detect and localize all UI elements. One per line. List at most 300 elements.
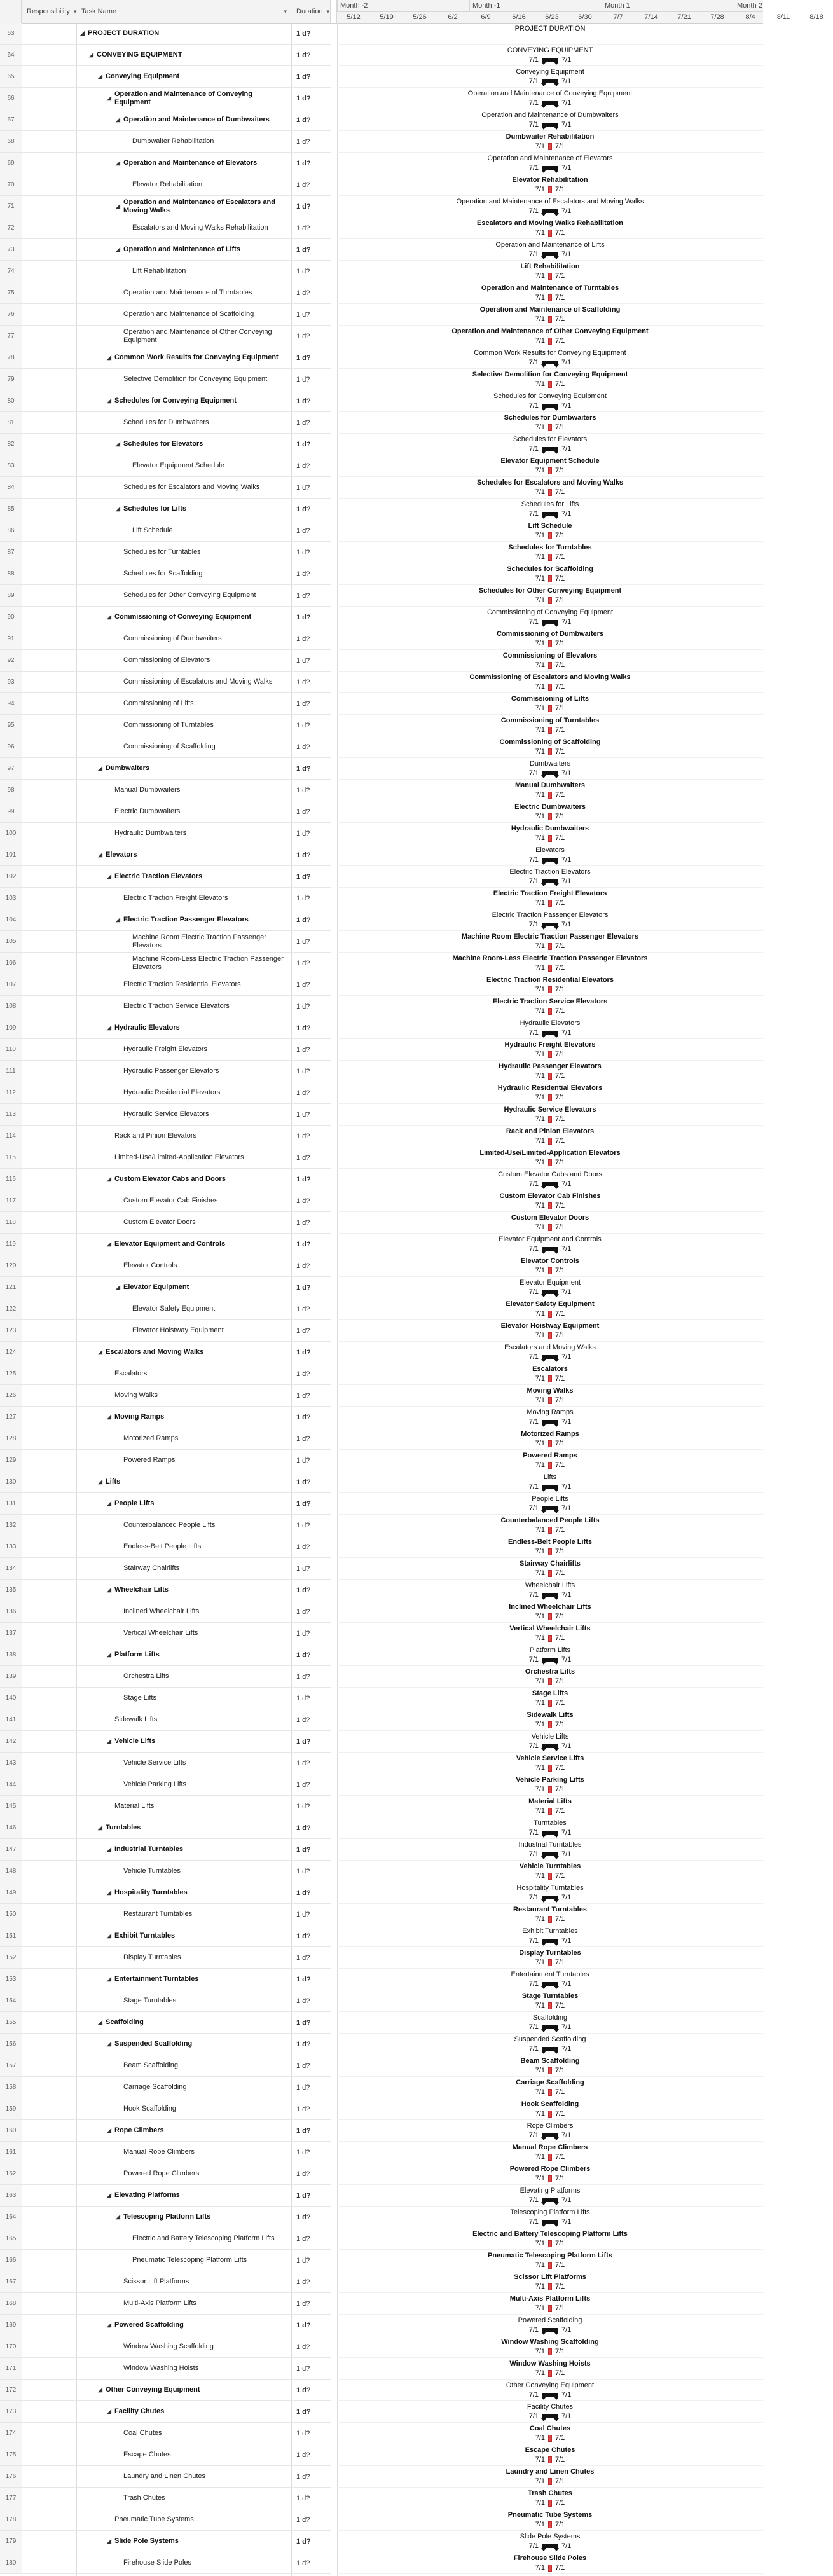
duration-cell[interactable]: 1 d? xyxy=(296,505,311,513)
collapse-toggle-icon[interactable]: ◢ xyxy=(107,1176,111,1182)
task-name-cell[interactable] xyxy=(76,1385,291,1406)
task-row[interactable] xyxy=(0,758,331,780)
task-bar[interactable] xyxy=(548,1916,552,1923)
task-name-cell[interactable] xyxy=(76,909,291,930)
collapse-toggle-icon[interactable]: ◢ xyxy=(107,95,111,101)
task-row[interactable] xyxy=(0,844,331,866)
duration-cell[interactable]: 1 d? xyxy=(296,1478,311,1486)
duration-cell[interactable]: 1 d? xyxy=(296,181,310,189)
task-name-cell[interactable] xyxy=(76,2120,291,2141)
summary-bar[interactable] xyxy=(542,2393,558,2397)
task-bar[interactable] xyxy=(548,2262,552,2269)
collapse-toggle-icon[interactable]: ◢ xyxy=(98,851,102,858)
task-name-cell[interactable] xyxy=(76,1342,291,1363)
task-name-cell[interactable] xyxy=(76,628,291,649)
collapse-toggle-icon[interactable]: ◢ xyxy=(107,1024,111,1031)
task-name-cell[interactable] xyxy=(76,261,291,282)
collapse-toggle-icon[interactable]: ◢ xyxy=(107,397,111,404)
task-row[interactable] xyxy=(0,780,331,801)
task-row[interactable] xyxy=(0,2250,331,2271)
collapse-toggle-icon[interactable]: ◢ xyxy=(116,916,120,923)
duration-cell[interactable]: 1 d? xyxy=(296,1889,311,1897)
summary-bar[interactable] xyxy=(542,620,558,624)
task-name-cell[interactable] xyxy=(76,2228,291,2249)
task-bar[interactable] xyxy=(548,1527,552,1534)
summary-bar[interactable] xyxy=(542,209,558,213)
task-bar[interactable] xyxy=(548,2305,552,2312)
task-row[interactable] xyxy=(0,1428,331,1450)
summary-bar[interactable] xyxy=(542,1831,558,1835)
collapse-toggle-icon[interactable]: ◢ xyxy=(107,1738,111,1744)
task-name-cell[interactable] xyxy=(76,1082,291,1103)
summary-bar[interactable] xyxy=(542,447,558,451)
task-name-cell[interactable] xyxy=(76,1882,291,1903)
task-row[interactable] xyxy=(0,1104,331,1126)
duration-cell[interactable]: 1 d? xyxy=(296,2429,310,2437)
duration-cell[interactable]: 1 d? xyxy=(296,570,310,578)
duration-cell[interactable]: 1 d? xyxy=(296,2278,310,2286)
task-row[interactable] xyxy=(0,1363,331,1385)
task-row[interactable] xyxy=(0,304,331,326)
task-bar[interactable] xyxy=(548,2478,552,2485)
task-name-cell[interactable] xyxy=(76,1515,291,1536)
duration-cell[interactable]: 1 d? xyxy=(296,2386,311,2394)
task-bar[interactable] xyxy=(548,1635,552,1642)
task-row[interactable] xyxy=(0,1169,331,1190)
task-name-cell[interactable] xyxy=(76,1147,291,1168)
task-row[interactable] xyxy=(0,2271,331,2293)
task-bar[interactable] xyxy=(548,1765,552,1772)
task-bar[interactable] xyxy=(548,1224,552,1231)
duration-cell[interactable]: 1 d? xyxy=(296,2170,310,2178)
task-row[interactable] xyxy=(0,1212,331,1234)
task-name-cell[interactable] xyxy=(76,953,291,974)
task-row[interactable] xyxy=(0,1817,331,1839)
task-name-cell[interactable] xyxy=(76,1731,291,1752)
task-name-cell[interactable] xyxy=(76,2207,291,2228)
task-row[interactable] xyxy=(0,2293,331,2315)
duration-cell[interactable]: 1 d? xyxy=(296,29,311,38)
task-name-cell[interactable] xyxy=(76,390,291,411)
task-bar[interactable] xyxy=(548,1700,552,1707)
task-name-cell[interactable] xyxy=(76,434,291,455)
task-bar[interactable] xyxy=(548,2370,552,2377)
duration-cell[interactable]: 1 d? xyxy=(296,916,311,924)
task-bar[interactable] xyxy=(548,186,552,193)
task-bar[interactable] xyxy=(548,1959,552,1966)
task-bar[interactable] xyxy=(548,1332,552,1339)
task-row[interactable] xyxy=(0,2423,331,2444)
task-name-cell[interactable] xyxy=(76,2077,291,2098)
task-bar[interactable] xyxy=(548,1570,552,1577)
collapse-toggle-icon[interactable]: ◢ xyxy=(107,1976,111,1982)
task-row[interactable] xyxy=(0,1536,331,1558)
task-bar[interactable] xyxy=(548,705,552,712)
task-row[interactable] xyxy=(0,1580,331,1601)
task-bar[interactable] xyxy=(548,1808,552,1815)
task-bar[interactable] xyxy=(548,2111,552,2118)
task-name-cell[interactable] xyxy=(76,1363,291,1384)
duration-cell[interactable]: 1 d? xyxy=(296,2451,310,2459)
task-name-cell[interactable] xyxy=(76,996,291,1017)
task-row[interactable] xyxy=(0,2531,331,2552)
collapse-toggle-icon[interactable]: ◢ xyxy=(116,246,120,252)
duration-cell[interactable]: 1 d? xyxy=(296,786,310,794)
summary-bar[interactable] xyxy=(542,2414,558,2418)
collapse-toggle-icon[interactable]: ◢ xyxy=(98,1824,102,1831)
task-bar[interactable] xyxy=(548,532,552,539)
task-name-cell[interactable] xyxy=(76,2423,291,2444)
task-row[interactable] xyxy=(0,650,331,672)
task-row[interactable] xyxy=(0,909,331,931)
task-name-cell[interactable] xyxy=(76,1688,291,1709)
task-row[interactable] xyxy=(0,1082,331,1104)
task-bar[interactable] xyxy=(548,684,552,691)
summary-bar[interactable] xyxy=(542,1182,558,1186)
duration-cell[interactable]: 1 d? xyxy=(296,1391,310,1400)
task-row[interactable] xyxy=(0,1126,331,1147)
duration-cell[interactable]: 1 d? xyxy=(296,1759,310,1767)
duration-cell[interactable]: 1 d? xyxy=(296,2040,311,2048)
summary-bar[interactable] xyxy=(542,771,558,775)
duration-cell[interactable]: 1 d? xyxy=(296,1672,310,1681)
collapse-toggle-icon[interactable]: ◢ xyxy=(107,1500,111,1506)
task-bar[interactable] xyxy=(548,640,552,647)
task-name-cell[interactable] xyxy=(76,1817,291,1838)
task-name-cell[interactable] xyxy=(76,1947,291,1968)
task-row[interactable] xyxy=(0,2012,331,2034)
task-name-cell[interactable] xyxy=(76,412,291,433)
task-name-cell[interactable] xyxy=(76,1450,291,1471)
duration-cell[interactable]: 1 d? xyxy=(296,1564,310,1573)
duration-cell[interactable]: 1 d? xyxy=(296,418,310,427)
duration-cell[interactable]: 1 d? xyxy=(296,1694,310,1702)
task-row[interactable] xyxy=(0,1796,331,1817)
summary-bar[interactable] xyxy=(542,252,558,256)
task-row[interactable] xyxy=(0,1969,331,1990)
task-row[interactable] xyxy=(0,1407,331,1428)
duration-cell[interactable]: 1 d? xyxy=(296,1262,310,1270)
duration-cell[interactable]: 1 d? xyxy=(296,1651,311,1659)
task-bar[interactable] xyxy=(548,1116,552,1123)
task-row[interactable] xyxy=(0,1255,331,1277)
summary-bar[interactable] xyxy=(542,1247,558,1251)
duration-cell[interactable]: 1 d? xyxy=(296,1499,311,1508)
task-row[interactable] xyxy=(0,2488,331,2509)
task-name-cell[interactable] xyxy=(76,2444,291,2465)
task-row[interactable] xyxy=(0,823,331,844)
task-name-cell[interactable] xyxy=(76,1190,291,1211)
task-bar[interactable] xyxy=(548,2521,552,2528)
duration-cell[interactable]: 1 d? xyxy=(296,1953,310,1962)
duration-cell[interactable]: 1 d? xyxy=(296,2516,310,2524)
duration-cell[interactable]: 1 d? xyxy=(296,743,310,751)
task-name-cell[interactable] xyxy=(76,715,291,736)
duration-cell[interactable]: 1 d? xyxy=(296,2235,310,2243)
task-bar[interactable] xyxy=(548,1202,552,1209)
summary-bar[interactable] xyxy=(542,512,558,516)
task-row[interactable] xyxy=(0,455,331,477)
collapse-toggle-icon[interactable]: ◢ xyxy=(116,1284,120,1290)
task-bar[interactable] xyxy=(548,1375,552,1382)
duration-cell[interactable]: 1 d? xyxy=(296,224,310,232)
task-row[interactable] xyxy=(0,2077,331,2098)
task-name-cell[interactable] xyxy=(76,1536,291,1557)
task-name-cell[interactable] xyxy=(76,1169,291,1190)
task-row[interactable] xyxy=(0,2163,331,2185)
task-name-cell[interactable] xyxy=(76,866,291,887)
collapse-toggle-icon[interactable]: ◢ xyxy=(98,765,102,771)
task-name-cell[interactable] xyxy=(76,2250,291,2271)
task-name-cell[interactable] xyxy=(76,109,291,130)
summary-bar[interactable] xyxy=(542,2047,558,2051)
duration-cell[interactable]: 1 d? xyxy=(296,1608,310,1616)
task-row[interactable] xyxy=(0,1709,331,1731)
duration-cell[interactable]: 1 d? xyxy=(296,656,310,665)
duration-cell[interactable]: 1 d? xyxy=(296,483,310,492)
duration-cell[interactable]: 1 d? xyxy=(296,1932,311,1940)
task-row[interactable] xyxy=(0,2185,331,2207)
task-name-cell[interactable] xyxy=(76,326,291,347)
duration-cell[interactable]: 1 d? xyxy=(296,462,310,470)
summary-bar[interactable] xyxy=(542,123,558,127)
task-row[interactable] xyxy=(0,1861,331,1882)
task-row[interactable] xyxy=(0,1882,331,1904)
task-bar[interactable] xyxy=(548,2283,552,2290)
duration-cell[interactable]: 1 d? xyxy=(296,981,310,989)
duration-cell[interactable]: 1 d? xyxy=(296,527,310,535)
task-name-cell[interactable] xyxy=(76,2012,291,2033)
task-name-cell[interactable] xyxy=(76,758,291,779)
task-bar[interactable] xyxy=(548,2002,552,2009)
task-row[interactable] xyxy=(0,715,331,736)
task-row[interactable] xyxy=(0,563,331,585)
task-row[interactable] xyxy=(0,477,331,499)
duration-cell[interactable]: 1 d? xyxy=(296,1867,310,1875)
task-name-cell[interactable] xyxy=(76,672,291,692)
task-bar[interactable] xyxy=(548,986,552,993)
duration-cell[interactable]: 1 d? xyxy=(296,94,311,102)
summary-bar[interactable] xyxy=(542,1658,558,1662)
task-row[interactable] xyxy=(0,1839,331,1861)
summary-bar[interactable] xyxy=(542,1420,558,1424)
task-bar[interactable] xyxy=(548,1440,552,1447)
task-row[interactable] xyxy=(0,2034,331,2055)
duration-cell[interactable]: 1 d? xyxy=(296,1024,311,1032)
duration-cell[interactable]: 1 d? xyxy=(296,678,310,686)
task-row[interactable] xyxy=(0,1277,331,1298)
collapse-toggle-icon[interactable]: ◢ xyxy=(107,2041,111,2047)
task-row[interactable] xyxy=(0,2315,331,2336)
task-bar[interactable] xyxy=(548,727,552,734)
task-bar[interactable] xyxy=(548,2565,552,2572)
duration-cell[interactable]: 1 d? xyxy=(296,2321,311,2329)
duration-cell[interactable]: 1 d? xyxy=(296,1845,311,1854)
task-name-cell[interactable] xyxy=(76,1753,291,1774)
task-row[interactable] xyxy=(0,1298,331,1320)
summary-bar[interactable] xyxy=(542,1852,558,1856)
duration-cell[interactable]: 1 d? xyxy=(296,2018,311,2027)
duration-cell[interactable]: 1 d? xyxy=(296,245,311,254)
task-row[interactable] xyxy=(0,2509,331,2531)
chevron-down-icon[interactable]: ▾ xyxy=(326,8,330,15)
summary-bar[interactable] xyxy=(542,2544,558,2548)
task-bar[interactable] xyxy=(548,2240,552,2247)
task-name-cell[interactable] xyxy=(76,174,291,195)
collapse-toggle-icon[interactable]: ◢ xyxy=(107,354,111,361)
duration-cell[interactable]: 1 d? xyxy=(296,829,310,837)
task-row[interactable] xyxy=(0,2444,331,2466)
duration-cell[interactable]: 1 d? xyxy=(296,1348,311,1356)
summary-bar[interactable] xyxy=(542,404,558,408)
task-row[interactable] xyxy=(0,261,331,282)
task-name-cell[interactable] xyxy=(76,823,291,844)
task-name-cell[interactable] xyxy=(76,196,291,217)
task-row[interactable] xyxy=(0,2552,331,2574)
duration-cell[interactable]: 1 d? xyxy=(296,894,310,902)
task-name-cell[interactable] xyxy=(76,2142,291,2163)
duration-cell[interactable]: 1 d? xyxy=(296,72,311,81)
task-bar[interactable] xyxy=(548,230,552,237)
task-row[interactable] xyxy=(0,1774,331,1796)
task-name-cell[interactable] xyxy=(76,2466,291,2487)
task-name-cell[interactable] xyxy=(76,1580,291,1601)
task-name-cell[interactable] xyxy=(76,2488,291,2509)
task-row[interactable] xyxy=(0,2142,331,2163)
duration-cell[interactable]: 1 d? xyxy=(296,1045,310,1054)
collapse-toggle-icon[interactable]: ◢ xyxy=(98,2019,102,2025)
task-row[interactable] xyxy=(0,1385,331,1407)
task-bar[interactable] xyxy=(548,900,552,907)
duration-cell[interactable]: 1 d? xyxy=(296,1802,310,1810)
task-name-cell[interactable] xyxy=(76,1277,291,1298)
task-bar[interactable] xyxy=(548,1678,552,1685)
task-name-cell[interactable] xyxy=(76,974,291,995)
task-row[interactable] xyxy=(0,585,331,607)
task-row[interactable] xyxy=(0,1017,331,1039)
summary-bar[interactable] xyxy=(542,79,558,83)
task-row[interactable] xyxy=(0,282,331,304)
task-bar[interactable] xyxy=(548,1873,552,1880)
task-name-cell[interactable] xyxy=(76,45,291,65)
collapse-toggle-icon[interactable]: ◢ xyxy=(107,2127,111,2133)
summary-bar[interactable] xyxy=(542,101,558,105)
summary-bar[interactable] xyxy=(542,2198,558,2202)
duration-cell[interactable]: 1 d? xyxy=(296,699,310,708)
task-row[interactable] xyxy=(0,1753,331,1774)
task-name-cell[interactable] xyxy=(76,1017,291,1038)
collapse-toggle-icon[interactable]: ◢ xyxy=(107,873,111,879)
task-name-cell[interactable] xyxy=(76,1623,291,1644)
task-bar[interactable] xyxy=(548,1786,552,1793)
task-row[interactable] xyxy=(0,1601,331,1623)
task-name-cell[interactable] xyxy=(76,2271,291,2292)
task-row[interactable] xyxy=(0,131,331,153)
task-bar[interactable] xyxy=(548,1462,552,1469)
duration-cell[interactable]: 1 d? xyxy=(296,872,311,881)
task-row[interactable] xyxy=(0,736,331,758)
duration-cell[interactable]: 1 d? xyxy=(296,1780,310,1789)
collapse-toggle-icon[interactable]: ◢ xyxy=(107,1932,111,1939)
task-name-cell[interactable] xyxy=(76,1471,291,1492)
task-row[interactable] xyxy=(0,1450,331,1471)
task-row[interactable] xyxy=(0,390,331,412)
task-row[interactable] xyxy=(0,2228,331,2250)
task-row[interactable] xyxy=(0,434,331,455)
task-bar[interactable] xyxy=(548,2154,552,2161)
task-bar[interactable] xyxy=(548,1138,552,1145)
task-row[interactable] xyxy=(0,2098,331,2120)
task-bar[interactable] xyxy=(548,1008,552,1015)
duration-cell[interactable]: 1 d? xyxy=(296,1132,310,1140)
collapse-toggle-icon[interactable]: ◢ xyxy=(116,441,120,447)
summary-bar[interactable] xyxy=(542,2328,558,2332)
task-name-column-header[interactable] xyxy=(73,0,291,23)
task-name-cell[interactable] xyxy=(76,282,291,303)
duration-cell[interactable]: 1 d? xyxy=(296,440,311,448)
task-bar[interactable] xyxy=(548,575,552,582)
task-row[interactable] xyxy=(0,693,331,715)
task-name-cell[interactable] xyxy=(76,520,291,541)
task-bar[interactable] xyxy=(548,554,552,561)
task-name-cell[interactable] xyxy=(76,2055,291,2076)
task-name-cell[interactable] xyxy=(76,1558,291,1579)
task-row[interactable] xyxy=(0,931,331,953)
task-name-cell[interactable] xyxy=(76,2531,291,2552)
task-name-cell[interactable] xyxy=(76,1925,291,1946)
task-name-cell[interactable] xyxy=(76,2336,291,2357)
task-bar[interactable] xyxy=(548,316,552,323)
task-name-cell[interactable] xyxy=(76,1709,291,1730)
duration-cell[interactable]: 1 d? xyxy=(296,1413,311,1421)
task-name-cell[interactable] xyxy=(76,585,291,606)
duration-cell[interactable]: 1 d? xyxy=(296,1456,310,1464)
collapse-toggle-icon[interactable]: ◢ xyxy=(80,30,85,36)
collapse-toggle-icon[interactable]: ◢ xyxy=(98,1478,102,1485)
duration-cell[interactable]: 1 d? xyxy=(296,1716,310,1724)
task-row[interactable] xyxy=(0,174,331,196)
task-row[interactable] xyxy=(0,628,331,650)
task-name-cell[interactable] xyxy=(76,2098,291,2119)
task-bar[interactable] xyxy=(548,2067,552,2074)
task-row[interactable] xyxy=(0,66,331,88)
task-row[interactable] xyxy=(0,45,331,66)
duration-column-header[interactable] xyxy=(291,0,331,23)
duration-cell[interactable]: 1 d? xyxy=(296,2105,310,2113)
duration-cell[interactable]: 1 d? xyxy=(296,310,310,319)
duration-cell[interactable]: 1 d? xyxy=(296,137,310,146)
duration-cell[interactable]: 1 d? xyxy=(296,2083,310,2091)
task-bar[interactable] xyxy=(548,965,552,972)
task-bar[interactable] xyxy=(548,792,552,799)
task-row[interactable] xyxy=(0,953,331,974)
task-row[interactable] xyxy=(0,499,331,520)
task-name-cell[interactable] xyxy=(76,1904,291,1925)
duration-cell[interactable]: 1 d? xyxy=(296,1975,311,1983)
task-bar[interactable] xyxy=(548,273,552,280)
task-bar[interactable] xyxy=(548,1311,552,1318)
task-bar[interactable] xyxy=(548,2348,552,2355)
responsibility-column-header[interactable] xyxy=(22,0,76,23)
task-row[interactable] xyxy=(0,1558,331,1580)
collapse-toggle-icon[interactable]: ◢ xyxy=(107,614,111,620)
duration-cell[interactable]: 1 d? xyxy=(296,1154,310,1162)
duration-cell[interactable]: 1 d? xyxy=(296,1629,310,1637)
duration-cell[interactable]: 1 d? xyxy=(296,375,310,383)
collapse-toggle-icon[interactable]: ◢ xyxy=(98,73,102,79)
collapse-toggle-icon[interactable]: ◢ xyxy=(116,203,120,209)
task-name-cell[interactable] xyxy=(76,888,291,909)
